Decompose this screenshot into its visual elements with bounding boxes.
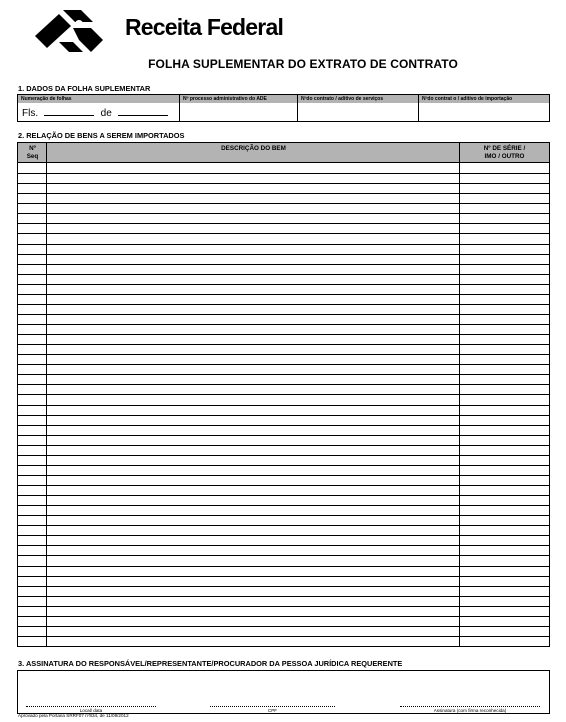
table-row[interactable]: [18, 475, 549, 485]
col-descricao: DESCRIÇÃO DO BEM: [221, 145, 286, 152]
table-row[interactable]: [18, 525, 549, 535]
col-serie-line2: IMO / OUTRO: [484, 153, 525, 160]
items-table-header: [18, 143, 549, 163]
col-serie-line1: Nº DE SÉRIE /: [483, 145, 526, 152]
table-row[interactable]: [18, 213, 549, 223]
assinatura-line[interactable]: [400, 706, 540, 707]
table-row[interactable]: [18, 485, 549, 495]
table-row[interactable]: [18, 576, 549, 586]
table-row[interactable]: [18, 505, 549, 515]
table-row[interactable]: [18, 374, 549, 384]
table-row[interactable]: [18, 233, 549, 243]
table-row[interactable]: [18, 183, 549, 193]
table-row[interactable]: [18, 324, 549, 334]
table-row[interactable]: [18, 314, 549, 324]
table-row[interactable]: [18, 616, 549, 626]
table-row[interactable]: [18, 586, 549, 596]
table-row[interactable]: [18, 535, 549, 545]
items-table: [17, 142, 550, 647]
table-row[interactable]: [18, 495, 549, 505]
fls-total-input[interactable]: [118, 107, 168, 116]
table-row[interactable]: [18, 465, 549, 475]
table-row[interactable]: [18, 394, 549, 404]
table-row[interactable]: [18, 515, 549, 525]
table-row[interactable]: [18, 173, 549, 183]
fls-field[interactable]: [22, 107, 168, 120]
table-row[interactable]: [18, 244, 549, 254]
brand-name: Receita Federal: [125, 14, 284, 40]
approval-footer: Aprovado pela Portaria SRRF07 nº834, de 11/09/2012: [18, 713, 129, 718]
section1-table: [17, 94, 550, 122]
table-row[interactable]: [18, 555, 549, 565]
table-row[interactable]: [18, 254, 549, 264]
table-row[interactable]: [18, 274, 549, 284]
de-label: de: [100, 108, 112, 119]
table-row[interactable]: [18, 626, 549, 636]
assinatura-label: Assinatura (com firma reconhecida): [433, 708, 507, 713]
processo-ade-input[interactable]: [180, 103, 297, 121]
table-row[interactable]: [18, 455, 549, 465]
col-numeracao-folhas: Numeração de folhas: [18, 95, 180, 103]
table-row[interactable]: [18, 545, 549, 555]
table-row[interactable]: [18, 284, 549, 294]
contrato-importacao-input[interactable]: [419, 103, 549, 121]
table-row[interactable]: [18, 334, 549, 344]
col-processo-ade: Nº processo administrativo do ADE: [180, 95, 297, 103]
table-row[interactable]: [18, 425, 549, 435]
table-row[interactable]: [18, 566, 549, 576]
local-data-label: Local/ data: [79, 708, 103, 713]
signature-box: [17, 670, 550, 714]
fls-number-input[interactable]: [44, 107, 94, 116]
table-row[interactable]: [18, 384, 549, 394]
table-row[interactable]: [18, 606, 549, 616]
table-row[interactable]: [18, 193, 549, 203]
cpf-label: CPF: [267, 708, 278, 713]
cpf-line[interactable]: [210, 706, 335, 707]
col-contrato-importacao: Nºdo contrat o / aditivo de importação: [419, 95, 549, 103]
section1-title: 1. DADOS DA FOLHA SUPLEMENTAR: [18, 84, 151, 93]
col-seq-line1: Nº: [29, 145, 36, 152]
table-row[interactable]: [18, 223, 549, 233]
table-row[interactable]: [18, 354, 549, 364]
table-row[interactable]: [18, 636, 549, 646]
table-row[interactable]: [18, 294, 549, 304]
section2-title: 2. RELAÇÃO DE BENS A SEREM IMPORTADOS: [18, 131, 185, 140]
col-seq: [18, 143, 47, 163]
table-row[interactable]: [18, 596, 549, 606]
table-row[interactable]: [18, 405, 549, 415]
receita-federal-logo: [33, 6, 109, 60]
col-seq-line2: Seq: [26, 153, 39, 160]
table-row[interactable]: [18, 203, 549, 213]
table-row[interactable]: [18, 264, 549, 274]
table-row[interactable]: [18, 364, 549, 374]
fls-label: Fls.: [22, 108, 39, 119]
contrato-servicos-input[interactable]: [298, 103, 418, 121]
table-row[interactable]: [18, 445, 549, 455]
local-data-line[interactable]: [26, 706, 156, 707]
table-row[interactable]: [18, 415, 549, 425]
form-title: FOLHA SUPLEMENTAR DO EXTRATO DE CONTRATO: [148, 57, 458, 71]
table-row[interactable]: [18, 304, 549, 314]
col-serie: [460, 143, 549, 163]
table-row[interactable]: [18, 344, 549, 354]
table-row[interactable]: [18, 435, 549, 445]
table-row[interactable]: [18, 163, 549, 173]
col-contrato-servicos: Nºdo contrato / aditivo de serviços: [298, 95, 418, 103]
section3-title: 3. ASSINATURA DO RESPONSÁVEL/REPRESENTANTE/PROCURADOR DA PESSOA JURÍDICA REQUERENTE: [18, 659, 403, 668]
